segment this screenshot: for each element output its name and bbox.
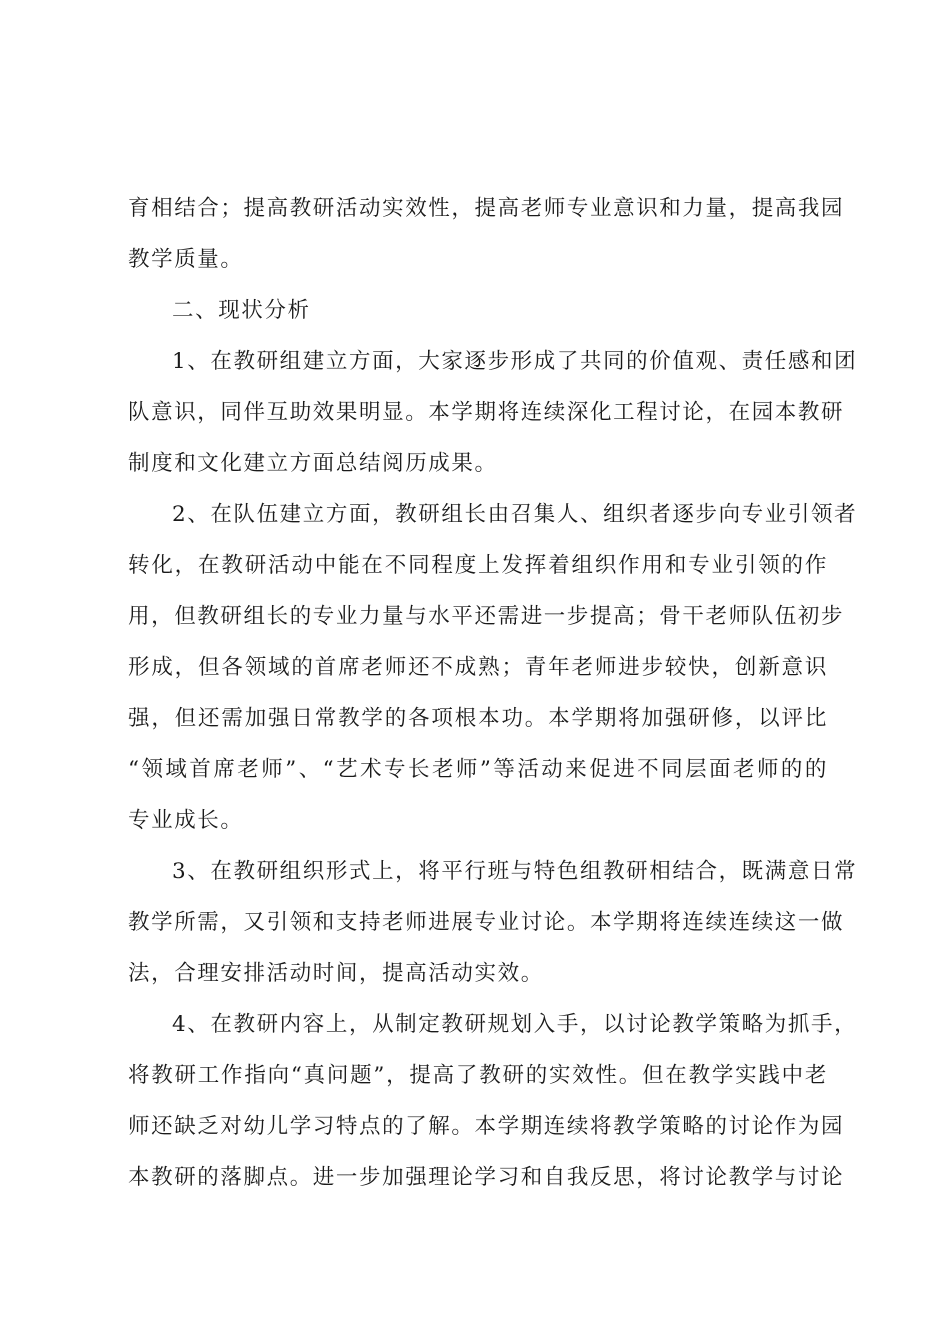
- text-line: 队意识，同伴互助效果明显。本学期将连续深化工程讨论，在园本教研: [128, 400, 845, 425]
- text-line: 制度和文化建立方面总结阅历成果。: [128, 451, 498, 476]
- text-line: 形成，但各领域的首席老师还不成熟；青年老师进步较快，创新意识: [128, 655, 828, 680]
- text-line: 1、在教研组建立方面，大家逐步形成了共同的价值观、责任感和团: [172, 349, 858, 374]
- paragraph: [128, 489, 858, 846]
- text-line: 强，但还需加强日常教学的各项根本功。本学期将加强研修，以评比: [128, 706, 828, 731]
- paragraph: [128, 999, 858, 1203]
- text-line: 用，但教研组长的专业力量与水平还需进一步提高；骨干老师队伍初步: [128, 604, 845, 629]
- text-line: 法，合理安排活动时间，提高活动实效。: [128, 961, 544, 986]
- paragraph: [128, 336, 858, 489]
- text-line: 2、在队伍建立方面，教研组长由召集人、组织者逐步向专业引领者: [172, 502, 858, 527]
- section-heading-text: 二、现状分析: [172, 298, 311, 323]
- text-line: 将教研工作指向“真问题”，提高了教研的实效性。但在教学实践中老: [128, 1063, 828, 1088]
- text-line: 教学质量。: [128, 247, 244, 272]
- paragraph: [128, 183, 845, 285]
- text-line: 4、在教研内容上，从制定教研规划入手，以讨论教学策略为抓手，: [172, 1012, 858, 1037]
- text-line: “领域首席老师”、“艺术专长老师”等活动来促进不同层面老师的的: [128, 757, 828, 782]
- text-line: 育相结合；提高教研活动实效性，提高老师专业意识和力量，提高我园: [128, 196, 845, 221]
- text-line: 本教研的落脚点。进一步加强理论学习和自我反思，将讨论教学与讨论: [128, 1165, 845, 1190]
- text-line: 师还缺乏对幼儿学习特点的了解。本学期连续将教学策略的讨论作为园: [128, 1114, 845, 1139]
- text-line: 3、在教研组织形式上，将平行班与特色组教研相结合，既满意日常: [172, 859, 858, 884]
- text-line: 转化，在教研活动中能在不同程度上发挥着组织作用和专业引领的作: [128, 553, 828, 578]
- document-body: [128, 183, 858, 1203]
- text-line: 教学所需，又引领和支持老师进展专业讨论。本学期将连续连续这一做: [128, 910, 845, 935]
- text-line: 专业成长。: [128, 808, 244, 833]
- paragraph: [128, 846, 858, 999]
- section-heading: [128, 285, 828, 336]
